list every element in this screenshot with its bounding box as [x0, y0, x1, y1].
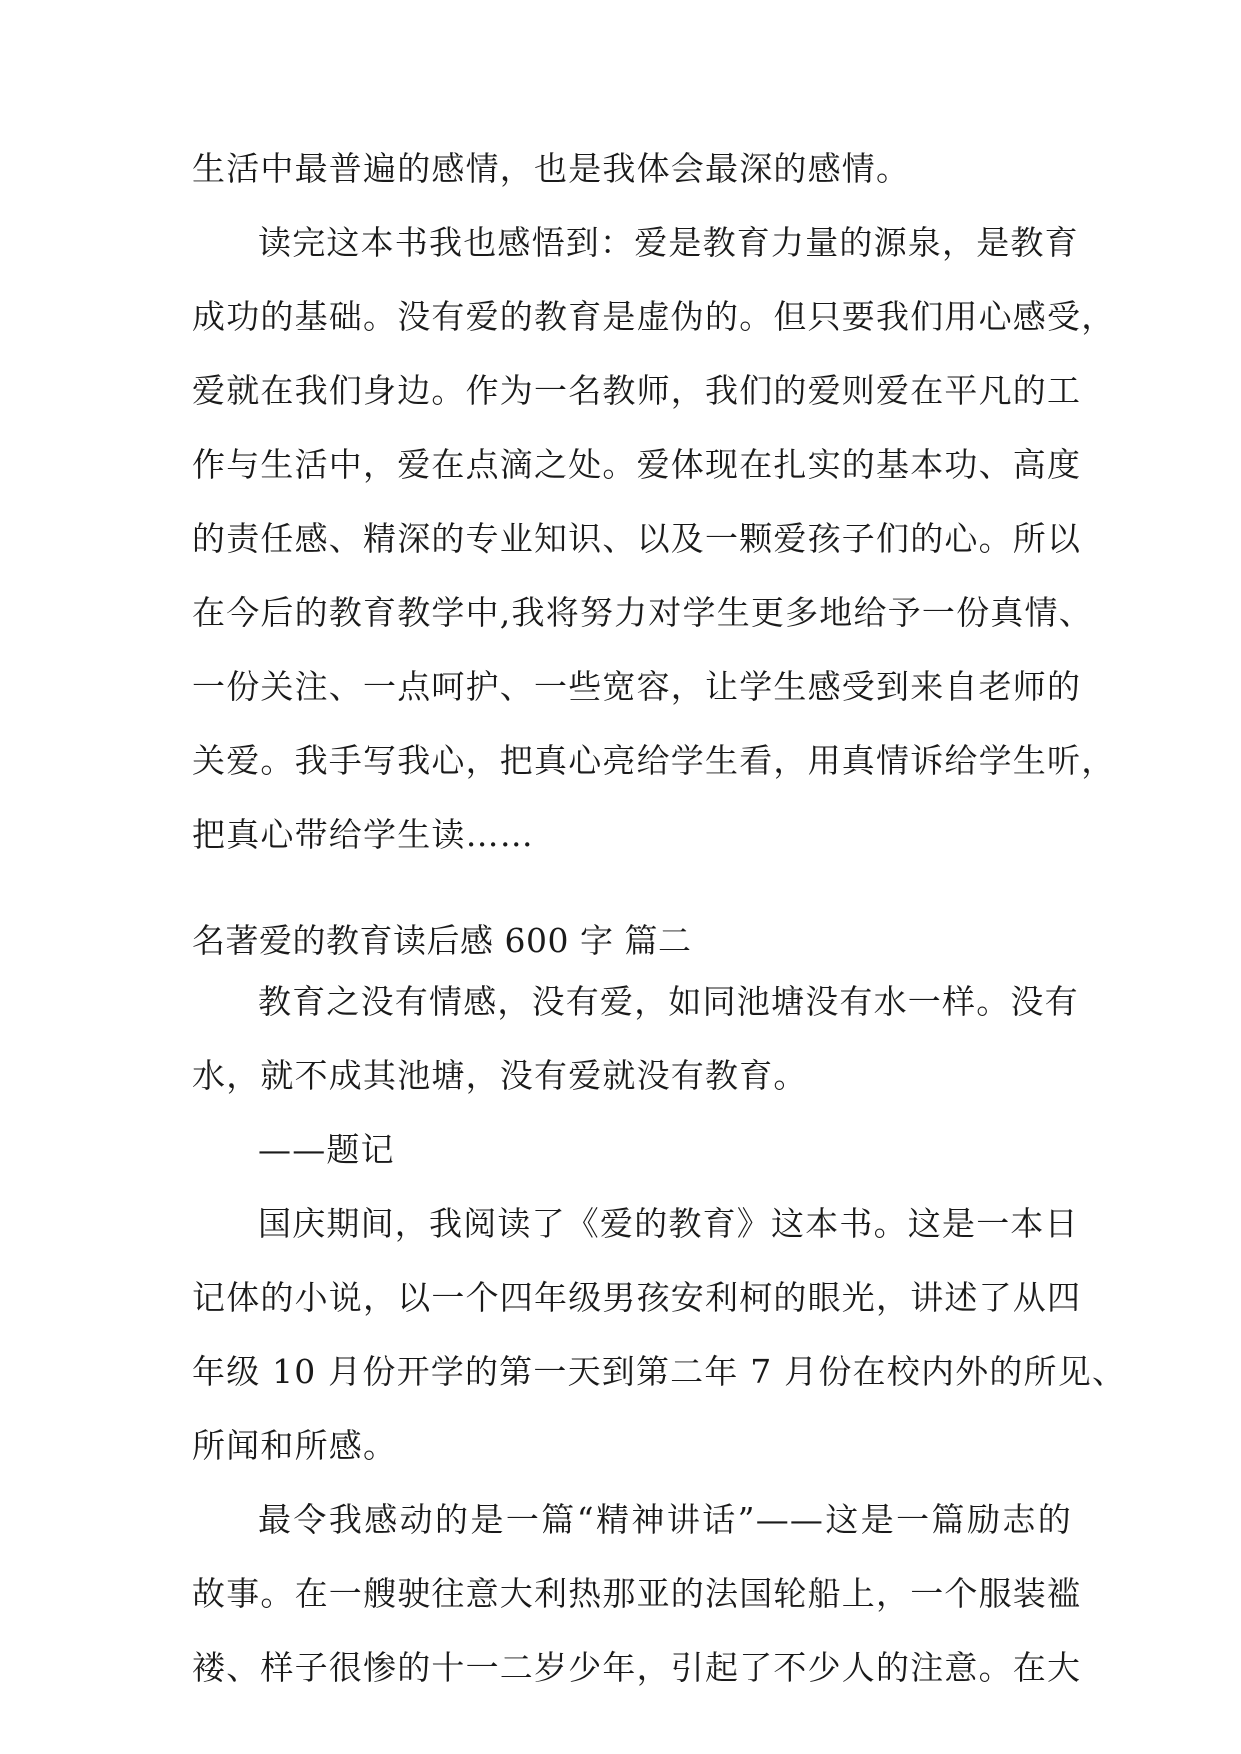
section-heading: 名著爱的教育读后感 600 字 篇二 — [192, 921, 692, 960]
paragraph-line: 成功的基础。没有爱的教育是虚伪的。但只要我们用心感受， — [192, 297, 1116, 336]
paragraph-line: 关爱。我手写我心，把真心亮给学生看，用真情诉给学生听， — [192, 741, 1116, 780]
paragraph-line: 一份关注、一点呵护、一些宽容，让学生感受到来自老师的 — [192, 667, 1082, 706]
paragraph-line: 把真心带给学生读…… — [192, 815, 534, 854]
paragraph-line: 的责任感、精深的专业知识、以及一颗爱孩子们的心。所以 — [192, 519, 1082, 558]
paragraph-line: 教育之没有情感，没有爱，如同池塘没有水一样。没有 — [258, 982, 1079, 1021]
paragraph-line: 最令我感动的是一篇“精神讲话”——这是一篇励志的 — [258, 1500, 1072, 1539]
paragraph-line: 生活中最普遍的感情，也是我体会最深的感情。 — [192, 149, 911, 188]
paragraph-line: 在今后的教育教学中,我将努力对学生更多地给予一份真情、 — [192, 593, 1093, 632]
paragraph-line: 爱就在我们身边。作为一名教师，我们的爱则爱在平凡的工 — [192, 371, 1082, 410]
paragraph-line: 年级 10 月份开学的第一天到第二年 7 月份在校内外的所见、 — [192, 1352, 1127, 1391]
paragraph-line: 读完这本书我也感悟到：爱是教育力量的源泉，是教育 — [258, 223, 1079, 262]
paragraph-line: 所闻和所感。 — [192, 1426, 398, 1465]
paragraph-line: 记体的小说，以一个四年级男孩安利柯的眼光，讲述了从四 — [192, 1278, 1082, 1317]
paragraph-line: 国庆期间，我阅读了《爱的教育》这本书。这是一本日 — [258, 1204, 1079, 1243]
paragraph-line: 作与生活中，爱在点滴之处。爱体现在扎实的基本功、高度 — [192, 445, 1082, 484]
paragraph-line: 褛、样子很惨的十一二岁少年，引起了不少人的注意。在大 — [192, 1648, 1082, 1687]
paragraph-line: 水，就不成其池塘，没有爱就没有教育。 — [192, 1056, 808, 1095]
epigraph-attribution: ——题记 — [258, 1130, 395, 1169]
paragraph-line: 故事。在一艘驶往意大利热那亚的法国轮船上，一个服装褴 — [192, 1574, 1082, 1613]
